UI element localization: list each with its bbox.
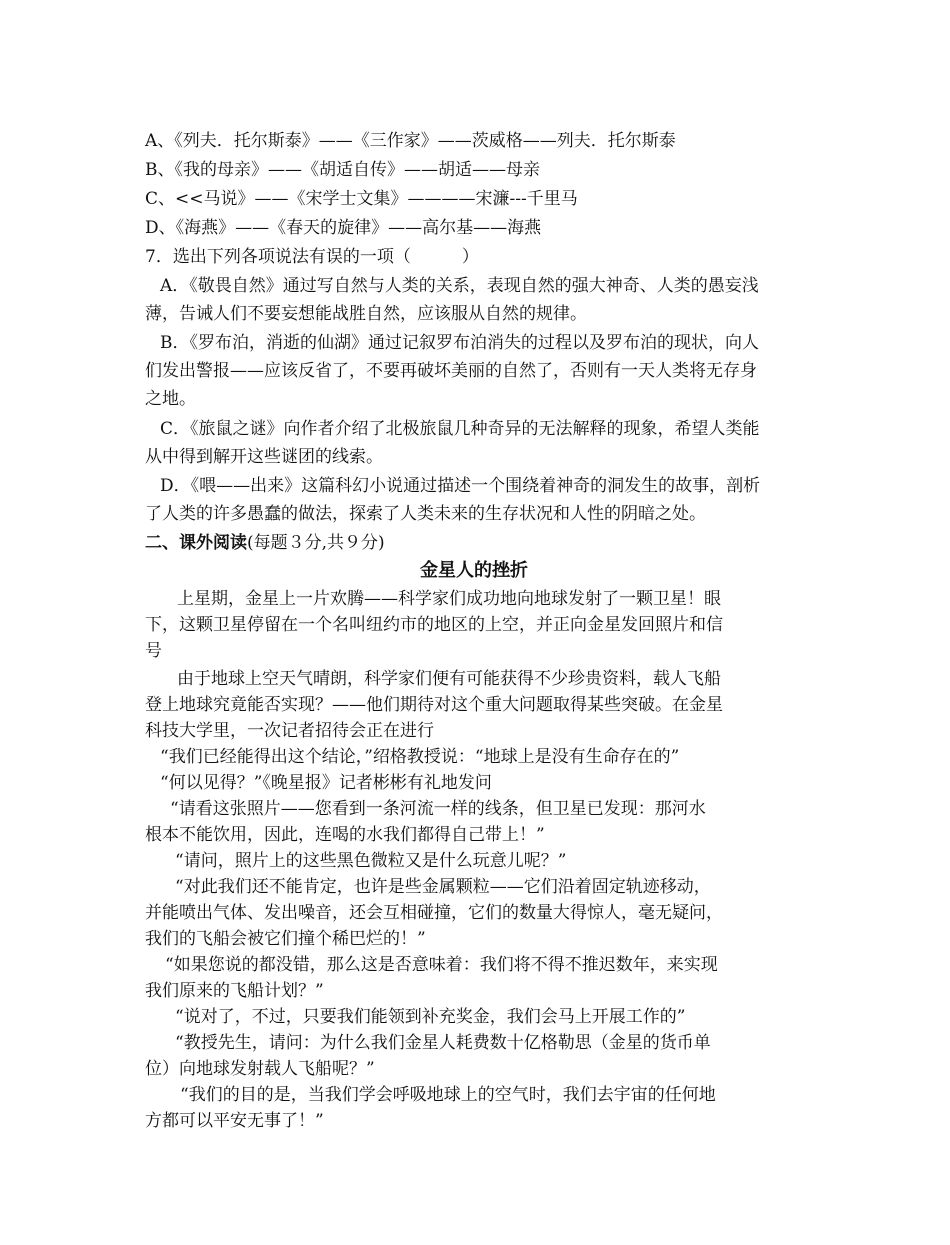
article-line: 由于地球上空天气晴朗，科学家们便有可能获得不少珍贵资料，载人飞船 bbox=[177, 669, 721, 689]
article-line: 我们的飞船会被它们撞个稀巴烂的！” bbox=[145, 929, 426, 949]
article-line: 并能喷出气体、发出噪音，还会互相碰撞，它们的数量大得惊人，毫无疑问， bbox=[145, 903, 723, 923]
option-d-q6: D、《海燕》——《春天的旋律》——高尔基——海燕 bbox=[145, 218, 542, 238]
q7-option-b-line2: 们发出警报——应该反省了，不要再破坏美丽的自然了，否则有一天人类将无存身 bbox=[145, 361, 757, 381]
article-line: “我们的目的是，当我们学会呼吸地球上的空气时，我们去宇宙的任何地 bbox=[180, 1085, 716, 1105]
question-7-stem: 7．选出下列各项说法有误的一项（ ） bbox=[145, 247, 479, 267]
option-c-q6: C、<<马说》——《宋学士文集》————宋濂---千里马 bbox=[145, 189, 578, 209]
q7-option-c-line1: C．《旅鼠之谜》向作者介绍了北极旅鼠几种奇异的无法解释的现象，希望人类能 bbox=[160, 419, 760, 439]
article-line: 位）向地球发射载人飞船呢？” bbox=[145, 1059, 375, 1079]
article-line: 我们原来的飞船计划？” bbox=[145, 981, 324, 1001]
q7-option-d-line1: D．《喂——出来》这篇科幻小说通过描述一个围绕着神奇的洞发生的故事，剖析 bbox=[160, 476, 761, 496]
article-line: 方都可以平安无事了！” bbox=[145, 1111, 324, 1131]
article-line: “请问，照片上的这些黑色微粒又是什么玩意儿呢？” bbox=[175, 851, 567, 871]
option-a-q6: A、《列夫．托尔斯泰》——《三作家》——茨威格——列夫．托尔斯泰 bbox=[145, 131, 676, 151]
section-heading bbox=[145, 532, 385, 554]
q7-option-a-line1: A．《敬畏自然》通过写自然与人类的关系，表现自然的强大神奇、人类的愚妄浅 bbox=[160, 276, 759, 296]
q7-option-d-line2: 了人类的许多愚蠢的做法，探索了人类未来的生存状况和人性的阴暗之处。 bbox=[145, 504, 706, 524]
article-line: “教授先生，请问：为什么我们金星人耗费数十亿格勒思（金星的货币单 bbox=[175, 1033, 711, 1053]
article-line: 上星期，金星上一片欢腾——科学家们成功地向地球发射了一颗卫星！眼 bbox=[177, 589, 721, 609]
article-line: “请看这张照片——您看到一条河流一样的线条，但卫星已发现：那河水 bbox=[170, 799, 706, 819]
article-title: 金星人的挫折 bbox=[420, 560, 528, 581]
article-line: 下，这颗卫星停留在一个名叫纽约市的地区的上空，并正向金星发回照片和信 bbox=[145, 615, 723, 635]
article-line: “我们已经能得出这个结论，”绍格教授说：“地球上是没有生命存在的” bbox=[160, 747, 680, 767]
section-heading-label: 二、课外阅读 bbox=[145, 533, 247, 553]
q7-option-c-line2: 从中得到解开这些谜团的线索。 bbox=[145, 447, 383, 467]
article-line: “何以见得？”《晚星报》记者彬彬有礼地发问 bbox=[160, 773, 492, 793]
option-b-q6: B、《我的母亲》——《胡适自传》——胡适——母亲 bbox=[145, 160, 540, 180]
q7-option-b-line1: B．《罗布泊，消逝的仙湖》通过记叙罗布泊消失的过程以及罗布泊的现状，向人 bbox=[160, 333, 759, 353]
article-line: 根本不能饮用，因此，连喝的水我们都得自己带上！” bbox=[145, 825, 545, 845]
section-heading-score: (每题３分,共９分) bbox=[247, 533, 385, 553]
article-line: “对此我们还不能肯定，也许是些金属颗粒——它们沿着固定轨迹移动， bbox=[175, 877, 711, 897]
article-line: “如果您说的都没错，那么这是否意味着：我们将不得不推迟数年，来实现 bbox=[165, 955, 718, 975]
article-line: “说对了，不过，只要我们能领到补充奖金，我们会马上开展工作的” bbox=[175, 1007, 686, 1027]
q7-option-a-line2: 薄，告诫人们不要妄想能战胜自然，应该服从自然的规律。 bbox=[145, 304, 587, 324]
article-line: 登上地球究竟能否实现？——他们期待对这个重大问题取得某些突破。在金星 bbox=[145, 695, 723, 715]
q7-option-b-line3: 之地。 bbox=[145, 389, 196, 409]
article-line: 号 bbox=[145, 641, 162, 661]
article-line: 科技大学里，一次记者招待会正在进行 bbox=[145, 721, 434, 741]
